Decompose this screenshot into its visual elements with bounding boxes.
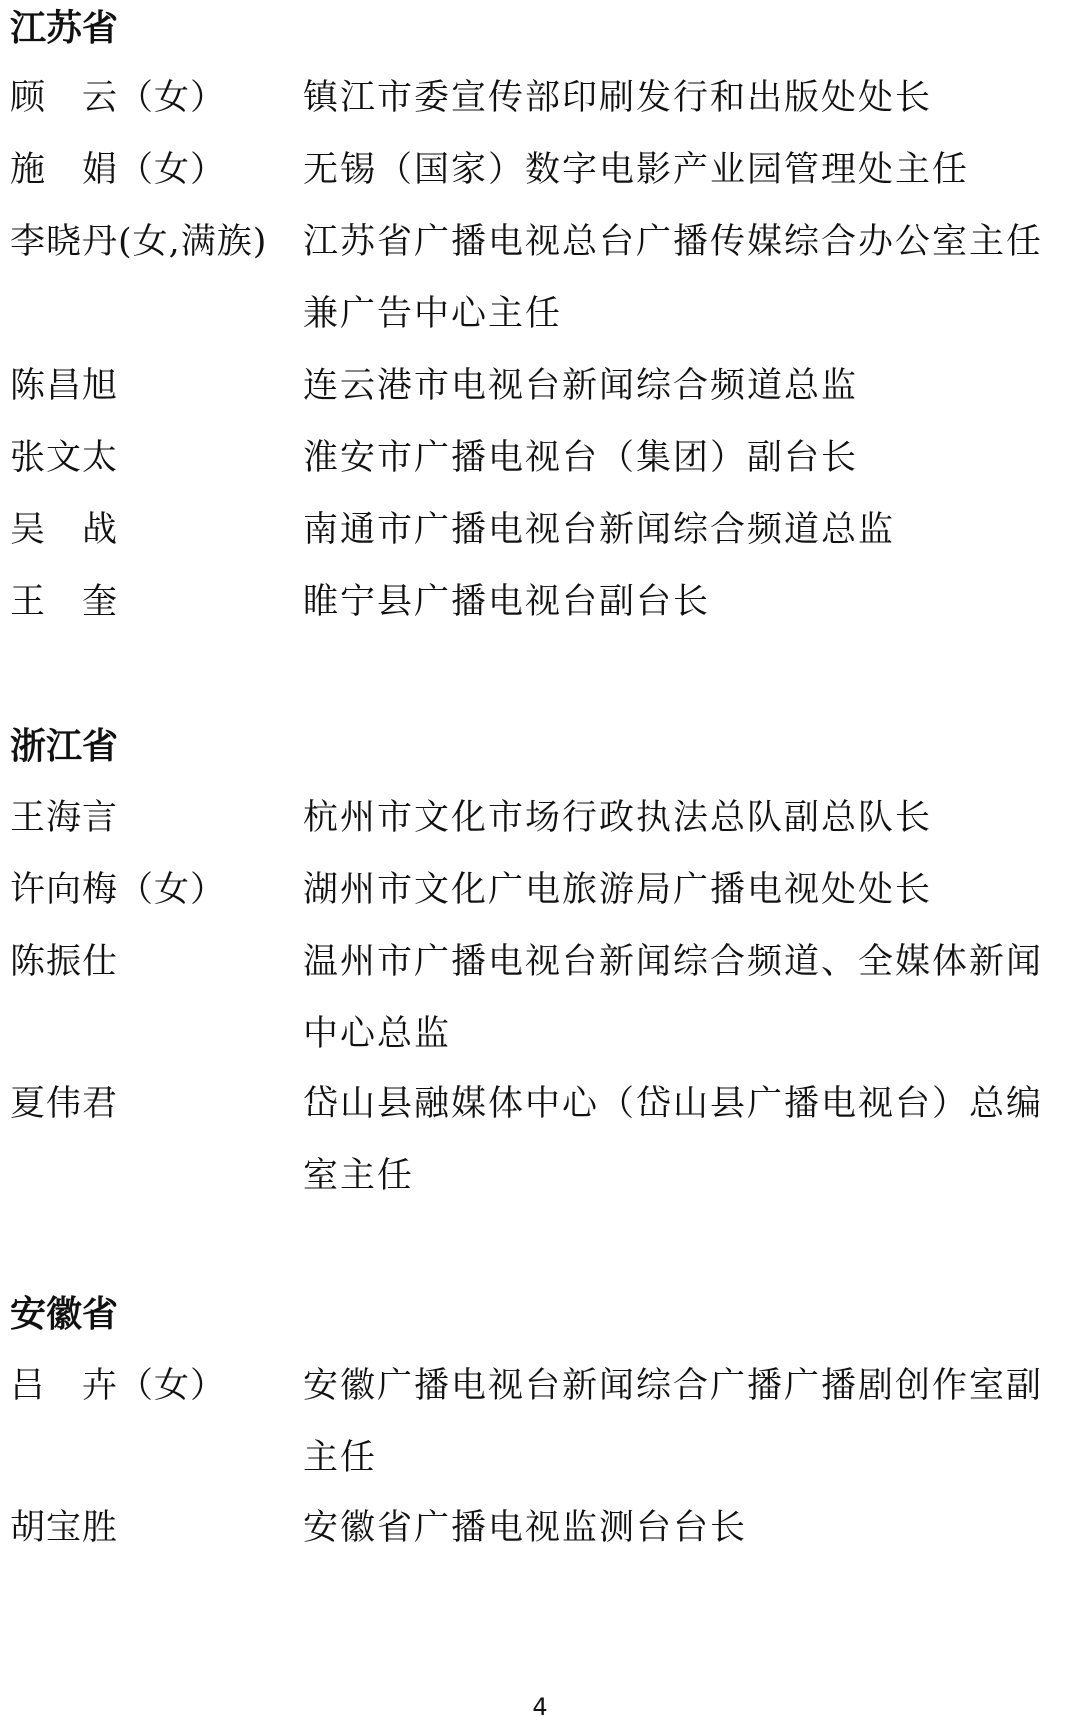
person-name: 张文太 bbox=[10, 438, 119, 478]
person-name: 夏伟君 bbox=[10, 1084, 119, 1124]
person-name: 王 奎 bbox=[10, 582, 119, 622]
person-title: 岱山县融媒体中心（岱山县广播电视台）总编室主任 bbox=[303, 1084, 1044, 1196]
person-name: 吴 战 bbox=[10, 510, 119, 550]
person-title: 安徽省广播电视监测台台长 bbox=[303, 1508, 748, 1548]
person-title: 连云港市电视台新闻综合频道总监 bbox=[303, 366, 859, 406]
person-title: 安徽广播电视台新闻综合广播广播剧创作室副主任 bbox=[303, 1366, 1044, 1478]
person-name: 王海言 bbox=[10, 798, 119, 838]
person-title: 淮安市广播电视台（集团）副台长 bbox=[303, 438, 859, 478]
person-title: 杭州市文化市场行政执法总队副总队长 bbox=[303, 798, 933, 838]
person-name: 李晓丹(女,满族) bbox=[10, 222, 268, 262]
person-title: 温州市广播电视台新闻综合频道、全媒体新闻中心总监 bbox=[303, 942, 1044, 1054]
person-title: 湖州市文化广电旅游局广播电视处处长 bbox=[303, 870, 933, 910]
person-name: 施 娟（女） bbox=[10, 150, 227, 190]
person-title: 无锡（国家）数字电影产业园管理处主任 bbox=[303, 150, 970, 190]
person-name: 顾 云（女） bbox=[10, 78, 227, 118]
person-name: 陈昌旭 bbox=[10, 366, 119, 406]
person-name: 吕 卉（女） bbox=[10, 1366, 227, 1406]
person-title: 睢宁县广播电视台副台长 bbox=[303, 582, 711, 622]
person-title: 镇江市委宣传部印刷发行和出版处处长 bbox=[303, 78, 933, 118]
page-number: 4 bbox=[532, 1693, 548, 1721]
province-heading: 江苏省 bbox=[10, 8, 119, 49]
province-heading: 浙江省 bbox=[10, 726, 119, 767]
province-heading: 安徽省 bbox=[10, 1294, 119, 1335]
person-name: 胡宝胜 bbox=[10, 1508, 119, 1548]
person-title: 南通市广播电视台新闻综合频道总监 bbox=[303, 510, 896, 550]
person-title: 江苏省广播电视总台广播传媒综合办公室主任兼广告中心主任 bbox=[303, 222, 1044, 334]
person-name: 陈振仕 bbox=[10, 942, 119, 982]
person-name: 许向梅（女） bbox=[10, 870, 227, 910]
